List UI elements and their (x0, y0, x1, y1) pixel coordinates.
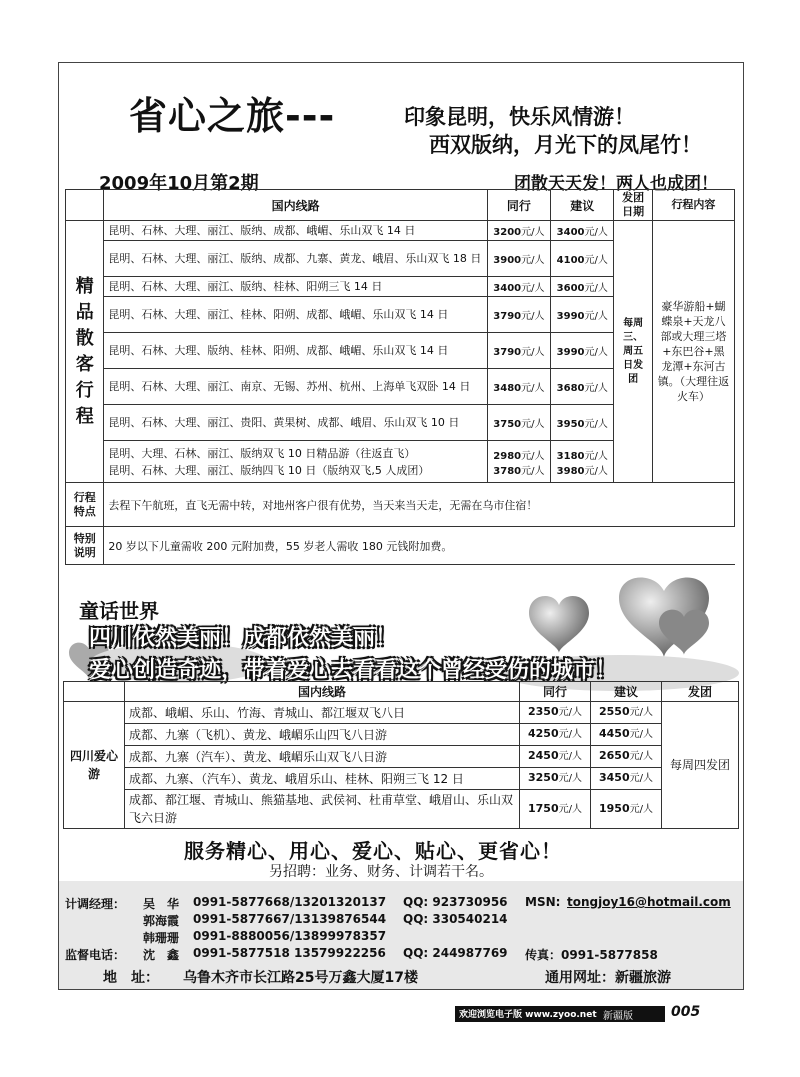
price-unit: 元/人 (558, 707, 582, 718)
suggest-price: 3600 (556, 283, 585, 294)
price-unit: 元/人 (521, 383, 545, 394)
price-unit: 元/人 (629, 751, 653, 762)
price-unit: 元/人 (584, 419, 608, 430)
price-unit: 元/人 (521, 419, 545, 430)
peer-price: 3790 (493, 311, 522, 322)
love-slogan: 爱心创造奇迹，带着爱心去看看这个曾经受伤的城市！ (89, 658, 618, 683)
contact-name: 沈 鑫 (143, 948, 180, 962)
route-row: 成都、峨嵋、乐山、竹海、青城山、都江堰双飞八日 (125, 702, 520, 724)
price-unit: 元/人 (584, 383, 608, 394)
price-unit: 元/人 (584, 255, 608, 266)
feature-label: 行程特点 (66, 483, 104, 527)
price-unit: 元/人 (584, 227, 608, 238)
sichuan-slogan: 四川依然美丽！成都依然美丽！ (89, 626, 398, 651)
price-unit: 元/人 (521, 311, 545, 322)
contact-phone: 0991-5877667/13139876544 (193, 912, 387, 926)
col-peer: 同行 (520, 682, 591, 702)
peer-price: 3780 (493, 465, 522, 477)
suggest-price: 3400 (556, 227, 585, 238)
brand-url: 通用网址：新疆旅游 (545, 970, 671, 986)
peer-price: 3200 (493, 227, 522, 238)
col-departure: 发团 (662, 682, 739, 702)
suggest-price: 1950 (599, 801, 630, 815)
heart-icon (529, 596, 589, 653)
service-slogan: 服务精心、用心、爱心、贴心、更省心！ (184, 839, 562, 863)
col-peer: 同行 (487, 190, 550, 221)
contact-name: 郭海霞 (143, 914, 180, 928)
suggest-price: 2550 (599, 705, 630, 718)
suggest-price: 3990 (556, 347, 585, 358)
route-row: 成都、九寨（汽车）、黄龙、峨嵋乐山双飞八日游 (125, 746, 520, 768)
note-label: 特别说明 (66, 527, 104, 565)
slogan-xishuangbanna: 西双版纳，月光下的凤尾竹！ (429, 133, 702, 157)
price-unit: 元/人 (629, 729, 653, 740)
suggest-price: 3980 (556, 465, 585, 477)
price-unit: 元/人 (584, 347, 608, 358)
address: 乌鲁木齐市长江路25号万鑫大厦17楼 (183, 970, 418, 986)
peer-price: 2350 (528, 705, 559, 718)
kids-world-title: 童话世界 (79, 599, 159, 623)
suggest-price: 4450 (599, 727, 630, 740)
fax-number: 传真：0991-5877858 (525, 948, 658, 962)
contact-name: 吴 华 (143, 897, 180, 911)
qq-number: QQ: 330540214 (403, 912, 508, 926)
peer-price: 3400 (493, 283, 522, 294)
daily-departure-banner: 团散天天发！两人也成团！ (514, 174, 718, 194)
suggest-price: 3450 (599, 771, 630, 784)
peer-price: 4250 (528, 727, 559, 740)
section-label: 精品散客行程 (66, 221, 104, 483)
departure-days: 每周三、周五日发团 (614, 221, 652, 483)
contact-name: 韩珊珊 (143, 931, 180, 945)
route-row: 昆明、石林、大理、丽江、贵阳、黄果树、成都、峨眉、乐山双飞 10 日 (104, 405, 487, 441)
qq-number: QQ: 244987769 (403, 946, 508, 960)
peer-price: 1750 (528, 801, 559, 815)
sichuan-routes-table (63, 681, 739, 829)
route-row: 昆明、石林、大理、丽江、版纳、成都、九寨、黄龙、峨眉、乐山双飞 18 日 (104, 241, 487, 277)
price-unit: 元/人 (584, 465, 608, 477)
route-row: 昆明、大理、石林、丽江、版纳双飞 10 日精品游（往返直飞） (108, 446, 416, 460)
route-row: 成都、九寨、（汽车）、黄龙、峨眉乐山、桂林、阳朔三飞 12 日 (125, 768, 520, 790)
price-unit: 元/人 (558, 729, 582, 740)
footer-text: 欢迎浏览电子版 www.zyoo.net (459, 1010, 597, 1020)
peer-price: 3900 (493, 255, 522, 266)
route-row: 昆明、石林、大理、丽江、版纳四飞 10 日（版纳双飞,5 人成团） (108, 463, 430, 477)
planner-label: 计调经理： (65, 897, 126, 911)
col-departure: 发团日期 (614, 190, 652, 221)
domestic-routes-table (65, 189, 735, 565)
price-unit: 元/人 (629, 803, 653, 815)
peer-price: 3250 (528, 771, 559, 784)
slogan-kunming: 印象昆明，快乐风情游！ (404, 105, 635, 129)
price-unit: 元/人 (584, 311, 608, 322)
route-row: 成都、九寨（飞机）、黄龙、峨嵋乐山四飞八日游 (125, 724, 520, 746)
issue-label: 2009年10月第2期 (99, 173, 259, 194)
price-unit: 元/人 (521, 347, 545, 358)
contact-phone: 0991-5877518 13579922256 (193, 946, 386, 960)
page-frame (58, 62, 744, 990)
price-unit: 元/人 (558, 803, 582, 815)
contact-phone: 0991-5877668/13201320137 (193, 895, 387, 909)
col-route: 国内线路 (104, 190, 487, 221)
col-suggest: 建议 (551, 190, 614, 221)
price-unit: 元/人 (629, 773, 653, 784)
departure-days: 每周四发团 (662, 702, 739, 829)
msn-email-link[interactable]: tongjoy16@hotmail.com (567, 895, 731, 909)
col-content: 行程内容 (652, 190, 734, 221)
price-unit: 元/人 (558, 773, 582, 784)
itinerary-content: 豪华游船+蝴蝶泉+天龙八部或大理三塔+东巴谷+黑龙潭+东河古镇。（大理往返火车） (652, 221, 734, 483)
qq-number: QQ: 923730956 (403, 895, 508, 909)
peer-price: 3750 (493, 419, 522, 430)
section-label: 四川爱心游 (64, 702, 125, 829)
col-route: 国内线路 (125, 682, 520, 702)
hiring-notice: 另招聘：业务、财务、计调若干名。 (269, 864, 493, 880)
msn-label: MSN: (525, 895, 561, 909)
footer (455, 1004, 701, 1024)
note-text: 20 岁以下儿童需收 200 元附加费，55 岁老人需收 180 元钱附加费。 (104, 527, 735, 565)
price-unit: 元/人 (521, 465, 545, 477)
route-row: 昆明、石林、大理、丽江、版纳、成都、峨嵋、乐山双飞 14 日 (104, 221, 487, 241)
peer-price: 2450 (528, 749, 559, 762)
main-title: 省心之旅--- (129, 94, 336, 138)
suggest-price: 3990 (556, 311, 585, 322)
feature-text: 去程下午航班，直飞无需中转，对地州客户很有优势，当天来当天走，无需在乌市住宿！ (104, 483, 735, 527)
suggest-price: 2650 (599, 749, 630, 762)
price-unit: 元/人 (584, 450, 608, 462)
route-row: 昆明、石林、大理、版纳、桂林、阳朔、成都、峨嵋、乐山双飞 14 日 (104, 333, 487, 369)
supervisor-label: 监督电话： (65, 948, 126, 962)
route-row: 成都、都江堰、青城山、熊猫基地、武侯祠、杜甫草堂、峨眉山、乐山双飞六日游 (125, 790, 520, 829)
peer-price: 3480 (493, 383, 522, 394)
route-row: 昆明、石林、大理、丽江、南京、无锡、苏州、杭州、上海单飞双卧 14 日 (104, 369, 487, 405)
peer-price: 3790 (493, 347, 522, 358)
edition-label: 新疆版 (603, 1011, 633, 1022)
suggest-price: 3180 (556, 450, 585, 462)
price-unit: 元/人 (521, 283, 545, 294)
peer-price: 2980 (493, 450, 522, 462)
contact-phone: 0991-8880056/13899978357 (193, 929, 387, 943)
price-unit: 元/人 (558, 751, 582, 762)
col-suggest: 建议 (591, 682, 662, 702)
suggest-price: 3680 (556, 383, 585, 394)
address-label: 地 址： (103, 970, 159, 986)
price-unit: 元/人 (521, 450, 545, 462)
route-row: 昆明、石林、大理、丽江、桂林、阳朔、成都、峨嵋、乐山双飞 14 日 (104, 297, 487, 333)
price-unit: 元/人 (521, 255, 545, 266)
price-unit: 元/人 (521, 227, 545, 238)
price-unit: 元/人 (584, 283, 608, 294)
suggest-price: 4100 (556, 255, 585, 266)
price-unit: 元/人 (629, 707, 653, 718)
suggest-price: 3950 (556, 419, 585, 430)
page-number: 005 (671, 1004, 701, 1020)
route-row: 昆明、石林、大理、丽江、版纳、桂林、阳朔三飞 14 日 (104, 277, 487, 297)
